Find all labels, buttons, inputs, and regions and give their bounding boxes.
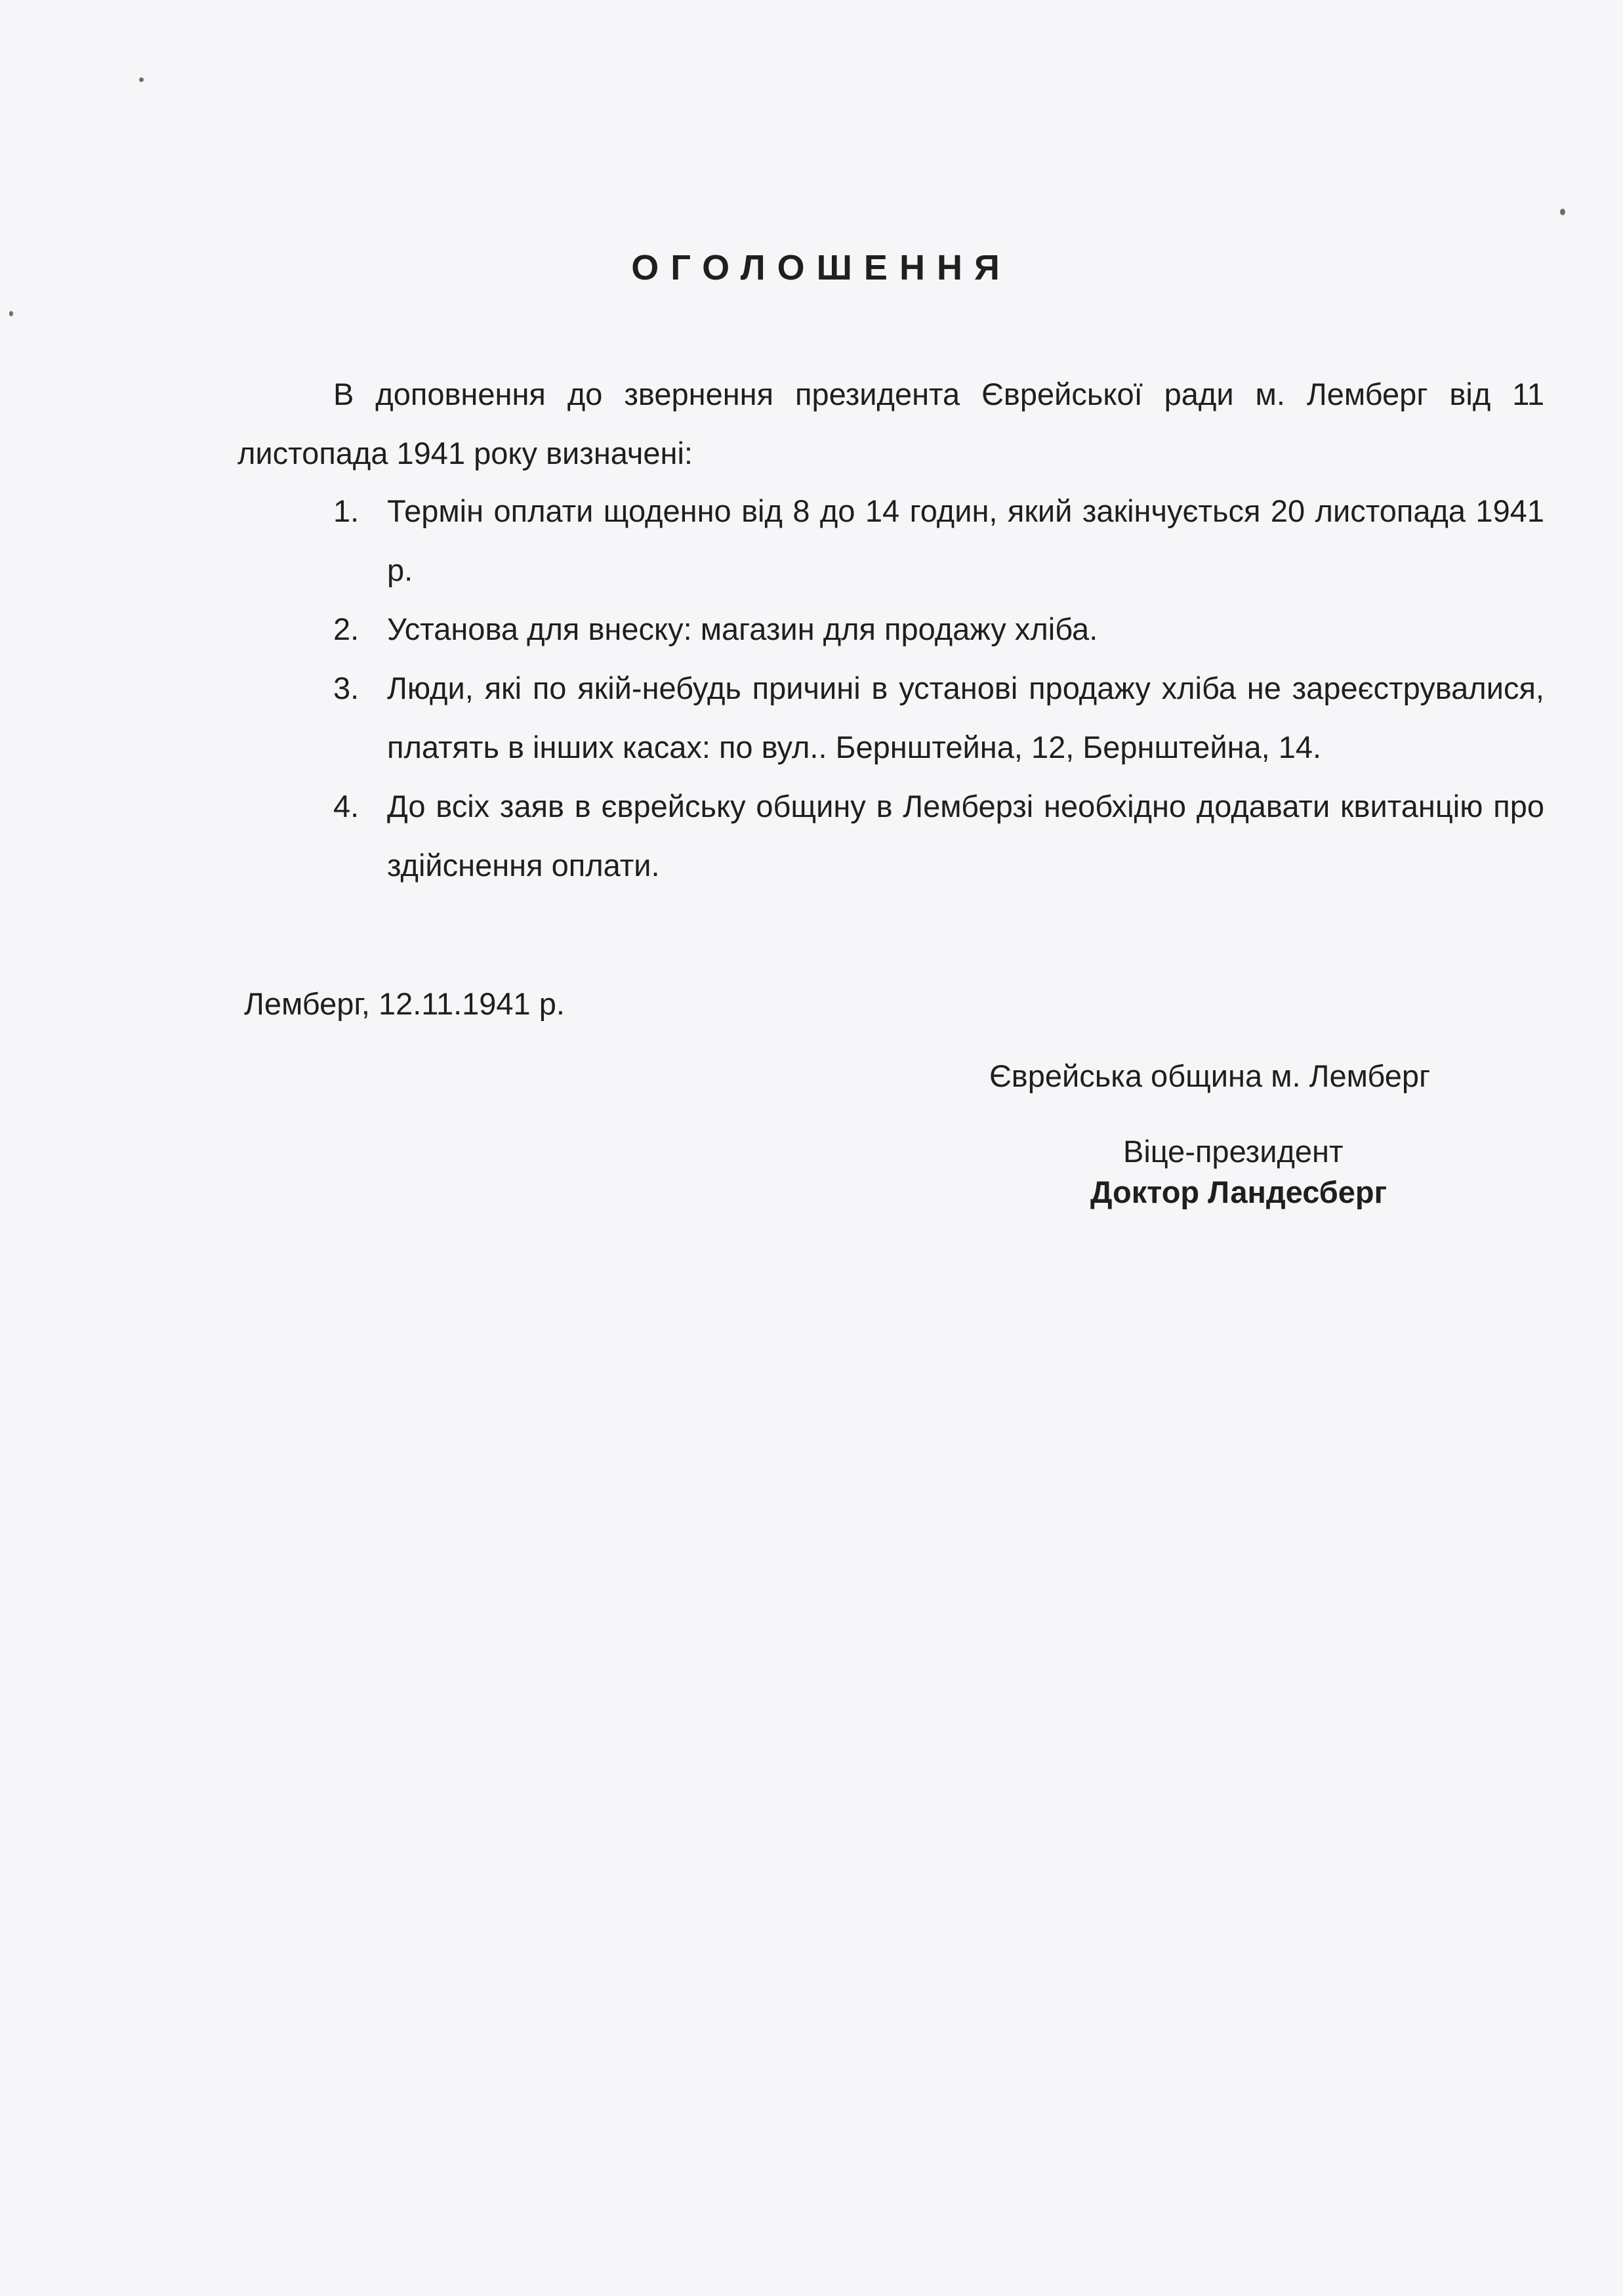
list-item: [333, 482, 1544, 600]
place-date: Лемберг, 12.11.1941 р.: [244, 986, 565, 1021]
list-item: [333, 659, 1544, 777]
list-item: [333, 777, 1544, 895]
list-item: [333, 600, 1544, 659]
list-item-text: Люди, які по якій-небудь причині в установі продажу хліба не зареєструвалися, платять в інших касах: по вул.. Бернштейна, 12, Бернштейна, 14.: [387, 671, 1544, 764]
scan-speck: [139, 77, 144, 82]
document-title: ОГОЛОШЕННЯ: [631, 248, 1012, 287]
scan-speck: [9, 311, 13, 316]
list-item-number: 4.: [333, 789, 360, 824]
scan-speck: [1560, 209, 1565, 215]
community-name: Єврейська община м. Лемберг: [989, 1058, 1431, 1093]
list-item-number: 3.: [333, 671, 360, 705]
list-item-number: 1.: [333, 493, 360, 528]
list-item-text: Термін оплати щоденно від 8 до 14 годин, який закінчується 20 листопада 1941 р.: [387, 493, 1544, 587]
list-item-text: До всіх заяв в єврейську общину в Лемберзі необхідно додавати квитанцію про здійснення оплати.: [387, 789, 1544, 883]
intro-paragraph: В доповнення до звернення президента Єврейської ради м. Лемберг від 11 листопада 1941 року визначені:: [237, 377, 1544, 470]
conditions-list: [333, 482, 1544, 895]
signatory-name: Доктор Ландесберг: [1090, 1175, 1387, 1209]
signatory-position: Віце-президент: [1123, 1134, 1344, 1169]
list-item-text: Установа для внеску: магазин для продажу хліба.: [387, 612, 1098, 646]
list-item-number: 2.: [333, 612, 360, 646]
